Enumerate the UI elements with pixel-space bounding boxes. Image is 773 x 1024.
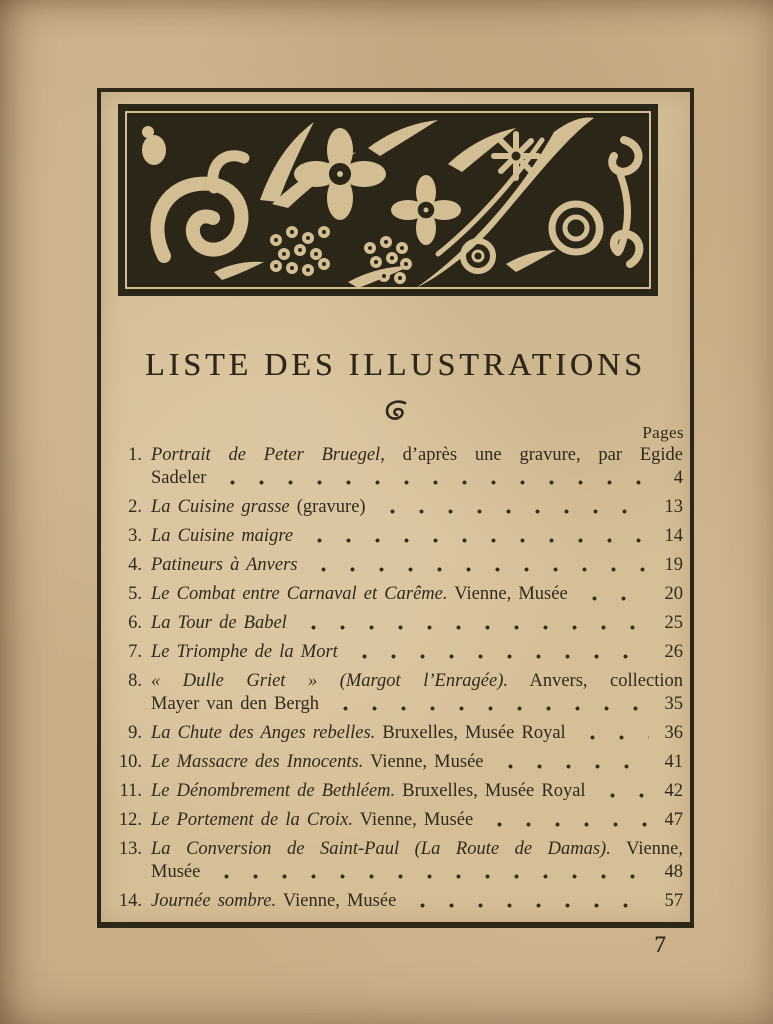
entry-number: 8.: [128, 671, 142, 691]
entry-carry-text: Sadeler: [151, 468, 207, 488]
dot-leader: [483, 809, 649, 832]
entry-number: 11.: [119, 781, 142, 801]
entry-number: 10.: [118, 752, 142, 772]
toc-entry-carry-line: [112, 693, 683, 716]
entry-title: [151, 809, 473, 832]
toc-entry-line: [112, 751, 683, 774]
entry-title-roman: Vienne, Musée: [363, 752, 484, 772]
entry-number: 4.: [128, 555, 142, 575]
entry-page-number: 48: [664, 862, 683, 882]
spiral-fleuron-icon: [101, 400, 690, 420]
toc-entry-line: [112, 612, 683, 635]
entry-page-number: 47: [664, 810, 683, 830]
entry-page-number: 25: [664, 613, 683, 633]
toc-entry: [112, 554, 683, 577]
page-title: LISTE DES ILLUSTRATIONS: [145, 346, 646, 382]
entry-title-italic: La Cuisine grasse: [151, 497, 290, 517]
toc-entry-line: [112, 838, 683, 861]
toc-entry: [112, 670, 683, 716]
pages-column-label: Pages: [642, 423, 684, 442]
entry-number: 6.: [128, 613, 142, 633]
entry-number: 1.: [128, 445, 142, 465]
entry-number: 3.: [128, 526, 142, 546]
toc-entry-line: [112, 444, 683, 467]
toc-entry-carry-line: [112, 467, 683, 490]
entry-title: [151, 444, 683, 467]
entry-number: 14.: [118, 891, 142, 911]
entry-title-italic: La Chute des Anges rebelles.: [151, 723, 376, 743]
entry-carry-text: Musée: [151, 862, 201, 882]
entry-carry-text: Mayer van den Bergh: [151, 694, 319, 714]
entry-title-roman: Vienne, Musée: [276, 891, 397, 911]
entry-page-number: 57: [664, 891, 683, 911]
dot-leader: [406, 890, 649, 913]
entry-title: [151, 780, 586, 803]
dot-leader: [348, 641, 649, 664]
entry-page-number: 26: [664, 642, 683, 662]
entry-page-number: 19: [664, 555, 683, 575]
entry-title-italic: Patineurs à Anvers: [151, 555, 298, 575]
entry-number: 7.: [128, 642, 142, 662]
folio-page-number: 7: [654, 932, 666, 957]
dot-leader: [303, 525, 649, 548]
dot-leader: [210, 861, 649, 884]
toc-entry: [112, 525, 683, 548]
entry-title-italic: La Conversion de Saint-Paul (La Route de Damas).: [151, 839, 611, 859]
toc-entry-line: [112, 496, 683, 519]
toc-entry-carry-line: [112, 861, 683, 884]
entry-title-roman: (gravure): [289, 497, 366, 517]
toc-entry: [112, 722, 683, 745]
entry-number: 9.: [128, 723, 142, 743]
entry-title-roman: Bruxelles, Musée Royal: [395, 781, 586, 801]
entry-title: [151, 890, 396, 913]
entry-number: 13.: [118, 839, 142, 859]
entry-title-italic: Le Triomphe de la Mort: [151, 642, 338, 662]
dot-leader: [596, 780, 649, 803]
toc-entry: [112, 444, 683, 490]
woodcut-floral-band-icon: [118, 104, 658, 296]
page-frame: [97, 88, 694, 928]
toc-entry: [112, 751, 683, 774]
dot-leader: [307, 554, 649, 577]
entry-title-italic: Le Dénombrement de Bethléem.: [151, 781, 396, 801]
toc-entry: [112, 890, 683, 913]
toc-entry-line: [112, 554, 683, 577]
entry-title-italic: « Dulle Griet » (Margot l’Enragée).: [151, 671, 508, 691]
entry-title-roman: Bruxelles, Musée Royal: [375, 723, 566, 743]
entry-number: 12.: [118, 810, 142, 830]
entry-title-roman: Vienne, Musée: [353, 810, 474, 830]
toc-entry: [112, 583, 683, 606]
entry-page-number: 36: [664, 723, 683, 743]
dot-leader: [376, 496, 649, 519]
entry-title-italic: Journée sombre.: [151, 891, 277, 911]
entry-title-italic: La Cuisine maigre: [151, 526, 294, 546]
toc-entry: [112, 780, 683, 803]
toc-entry-line: [112, 780, 683, 803]
toc-entry-line: [112, 670, 683, 693]
entry-page-number: 4: [673, 468, 683, 488]
entry-number: 2.: [128, 497, 142, 517]
entry-title-roman: Anvers, collection: [507, 671, 683, 691]
entry-title: [151, 751, 484, 774]
entry-title-roman: Vienne,: [610, 839, 684, 859]
entry-title-italic: Le Combat entre Carnaval et Carême.: [151, 584, 448, 604]
entry-page-number: 35: [664, 694, 683, 714]
toc-entry: [112, 838, 683, 884]
toc-entry-line: [112, 722, 683, 745]
entry-title-roman: Vienne, Musée: [447, 584, 568, 604]
toc-entry-line: [112, 583, 683, 606]
dot-leader: [329, 693, 649, 716]
entry-title: [151, 496, 366, 519]
toc-entry-line: [112, 641, 683, 664]
illustrations-list: [112, 444, 683, 919]
dot-leader: [494, 751, 649, 774]
entry-page-number: 42: [664, 781, 683, 801]
toc-entry-line: [112, 809, 683, 832]
entry-page-number: 13: [664, 497, 683, 517]
entry-title: [151, 838, 683, 861]
entry-title: [151, 525, 293, 548]
toc-entry-line: [112, 525, 683, 548]
dot-leader: [297, 612, 649, 635]
dot-leader: [578, 583, 649, 606]
toc-entry: [112, 496, 683, 519]
toc-entry: [112, 641, 683, 664]
toc-entry: [112, 612, 683, 635]
entry-title: [151, 554, 297, 577]
entry-title: [151, 583, 568, 606]
entry-title-italic: Le Portement de la Croix.: [151, 810, 353, 830]
entry-title: [151, 670, 683, 693]
toc-entry-line: [112, 890, 683, 913]
entry-page-number: 20: [664, 584, 683, 604]
toc-entry: [112, 809, 683, 832]
dot-leader: [576, 722, 649, 745]
entry-title: [151, 612, 287, 635]
entry-number: 5.: [128, 584, 142, 604]
entry-page-number: 41: [664, 752, 683, 772]
entry-title: [151, 722, 566, 745]
entry-title: [151, 641, 338, 664]
entry-title-italic: Le Massacre des Innocents.: [151, 752, 364, 772]
entry-page-number: 14: [664, 526, 683, 546]
entry-title-italic: La Tour de Babel: [151, 613, 287, 633]
entry-title-italic: Portrait de Peter Bruegel: [151, 445, 381, 465]
entry-title-roman: , d’après une gravure, par Egide: [380, 445, 683, 465]
dot-leader: [216, 467, 649, 490]
